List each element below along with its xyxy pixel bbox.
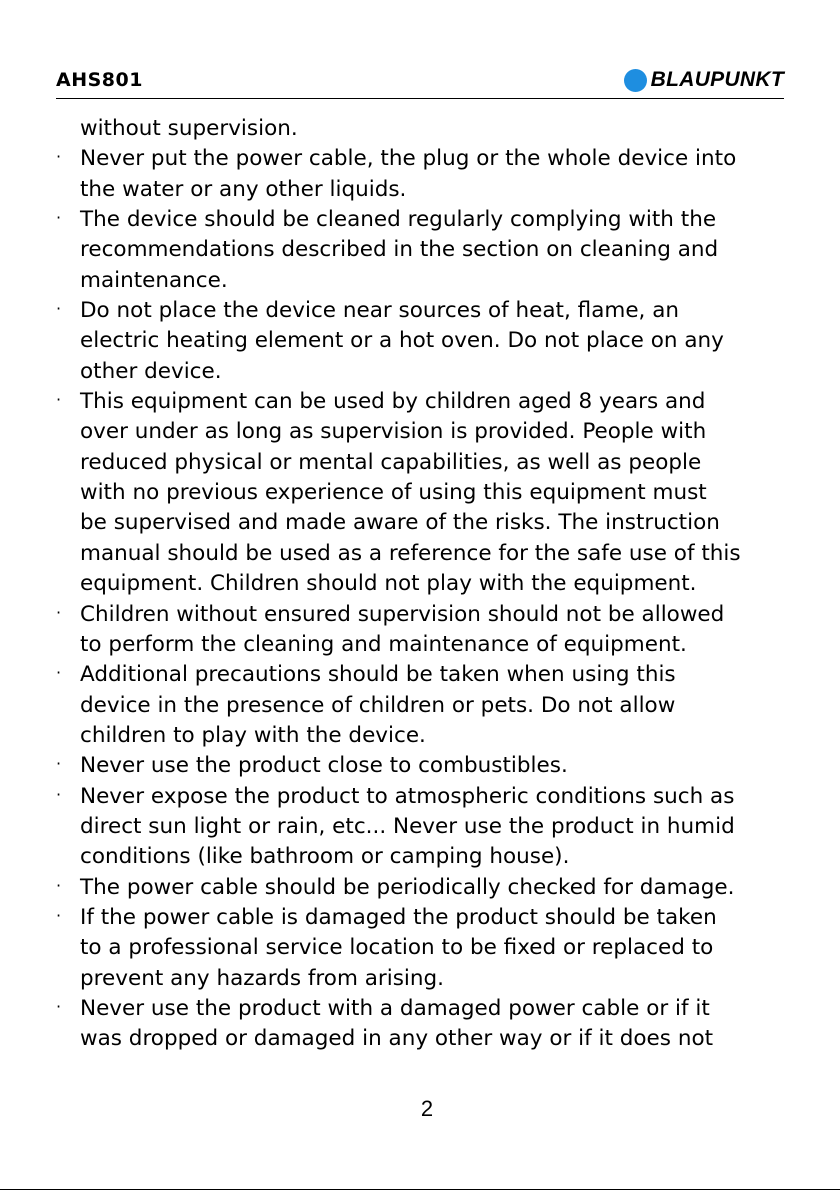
text-line-content: other device. xyxy=(80,358,222,384)
text-line-content: The device should be cleaned regularly complying with the xyxy=(80,207,717,233)
text-line xyxy=(0,357,840,387)
safety-instructions-text xyxy=(0,114,840,1055)
text-line xyxy=(0,417,840,447)
text-line xyxy=(0,933,840,963)
bullet-marker: · xyxy=(56,602,62,622)
text-line xyxy=(0,235,840,265)
text-line xyxy=(0,782,840,812)
text-line xyxy=(0,478,840,508)
bullet-marker: · xyxy=(56,875,62,895)
text-line xyxy=(0,721,840,751)
text-line-content: reduced physical or mental capabilities, as well as people xyxy=(80,449,702,475)
text-line-content: conditions (like bathroom or camping house). xyxy=(80,844,570,870)
bottom-rule xyxy=(0,1189,840,1190)
text-line xyxy=(0,144,840,174)
text-line xyxy=(0,205,840,235)
text-line xyxy=(0,873,840,903)
text-line xyxy=(0,660,840,690)
text-line-content: Never use the product close to combustibles. xyxy=(80,753,568,779)
text-line xyxy=(0,569,840,599)
bullet-marker: · xyxy=(56,147,62,167)
text-line xyxy=(0,994,840,1024)
text-line-content: over under as long as supervision is provided. People with xyxy=(80,419,707,445)
text-line xyxy=(0,326,840,356)
text-line xyxy=(0,539,840,569)
text-line xyxy=(0,1024,840,1054)
bullet-marker: · xyxy=(56,663,62,683)
text-line-content: This equipment can be used by children aged 8 years and xyxy=(80,389,706,415)
text-line-content: The power cable should be periodically checked for damage. xyxy=(80,874,735,900)
text-line-content: to a professional service location to be fixed or replaced to xyxy=(80,935,714,961)
text-line xyxy=(0,812,840,842)
text-line xyxy=(0,751,840,781)
page-header xyxy=(56,64,784,99)
text-line-content: Additional precautions should be taken when using this xyxy=(80,662,676,688)
text-line-content: Never put the power cable, the plug or the whole device into xyxy=(80,146,737,172)
text-line xyxy=(0,630,840,660)
text-line xyxy=(0,842,840,872)
text-line xyxy=(0,600,840,630)
text-line xyxy=(0,114,840,144)
text-line-content: children to play with the device. xyxy=(80,722,426,748)
text-line-content: was dropped or damaged in any other way or if it does not xyxy=(80,1026,714,1052)
text-line-content: device in the presence of children or pets. Do not allow xyxy=(80,692,676,718)
bullet-marker: · xyxy=(56,390,62,410)
text-line xyxy=(0,903,840,933)
text-line-content: to perform the cleaning and maintenance of equipment. xyxy=(80,631,687,657)
text-line-content: direct sun light or rain, etc... Never use the product in humid xyxy=(80,813,735,839)
bullet-marker: · xyxy=(56,754,62,774)
text-line-content: equipment. Children should not play with the equipment. xyxy=(80,571,697,597)
bullet-marker: · xyxy=(56,784,62,804)
brand-name: BLAUPUNKT xyxy=(650,68,784,91)
text-line-content: be supervised and made aware of the risks. The instruction xyxy=(80,510,720,536)
text-line xyxy=(0,964,840,994)
text-line-content: the water or any other liquids. xyxy=(80,176,407,202)
text-line xyxy=(0,266,840,296)
model-number: AHS801 xyxy=(56,69,143,91)
text-line-content: Do not place the device near sources of heat, flame, an xyxy=(80,298,680,324)
text-line xyxy=(0,448,840,478)
text-line-content: manual should be used as a reference for the safe use of this xyxy=(80,540,741,566)
page-number: 2 xyxy=(420,1096,434,1121)
text-line xyxy=(0,296,840,326)
bullet-marker: · xyxy=(56,208,62,228)
brand-dot-icon xyxy=(624,69,647,92)
text-line-content: If the power cable is damaged the product should be taken xyxy=(80,904,717,930)
bullet-marker: · xyxy=(56,299,62,319)
bullet-marker: · xyxy=(56,905,62,925)
text-line-content: without supervision. xyxy=(80,116,298,141)
text-line-content: with no previous experience of using this equipment must xyxy=(80,480,707,506)
text-line xyxy=(0,387,840,417)
text-line-content: recommendations described in the section on cleaning and xyxy=(80,237,719,263)
text-line-content: Children without ensured supervision should not be allowed xyxy=(80,601,725,627)
text-line-content: maintenance. xyxy=(80,267,228,293)
text-line xyxy=(0,508,840,538)
bullet-marker: · xyxy=(56,996,62,1016)
text-line xyxy=(0,175,840,205)
text-line-content: Never expose the product to atmospheric conditions such as xyxy=(80,783,735,809)
text-line-content: electric heating element or a hot oven. Do not place on any xyxy=(80,328,724,354)
text-line-content: Never use the product with a damaged power cable or if it xyxy=(80,995,710,1021)
text-line-content: prevent any hazards from arising. xyxy=(80,965,444,991)
brand-logo xyxy=(624,68,784,92)
text-line xyxy=(0,691,840,721)
